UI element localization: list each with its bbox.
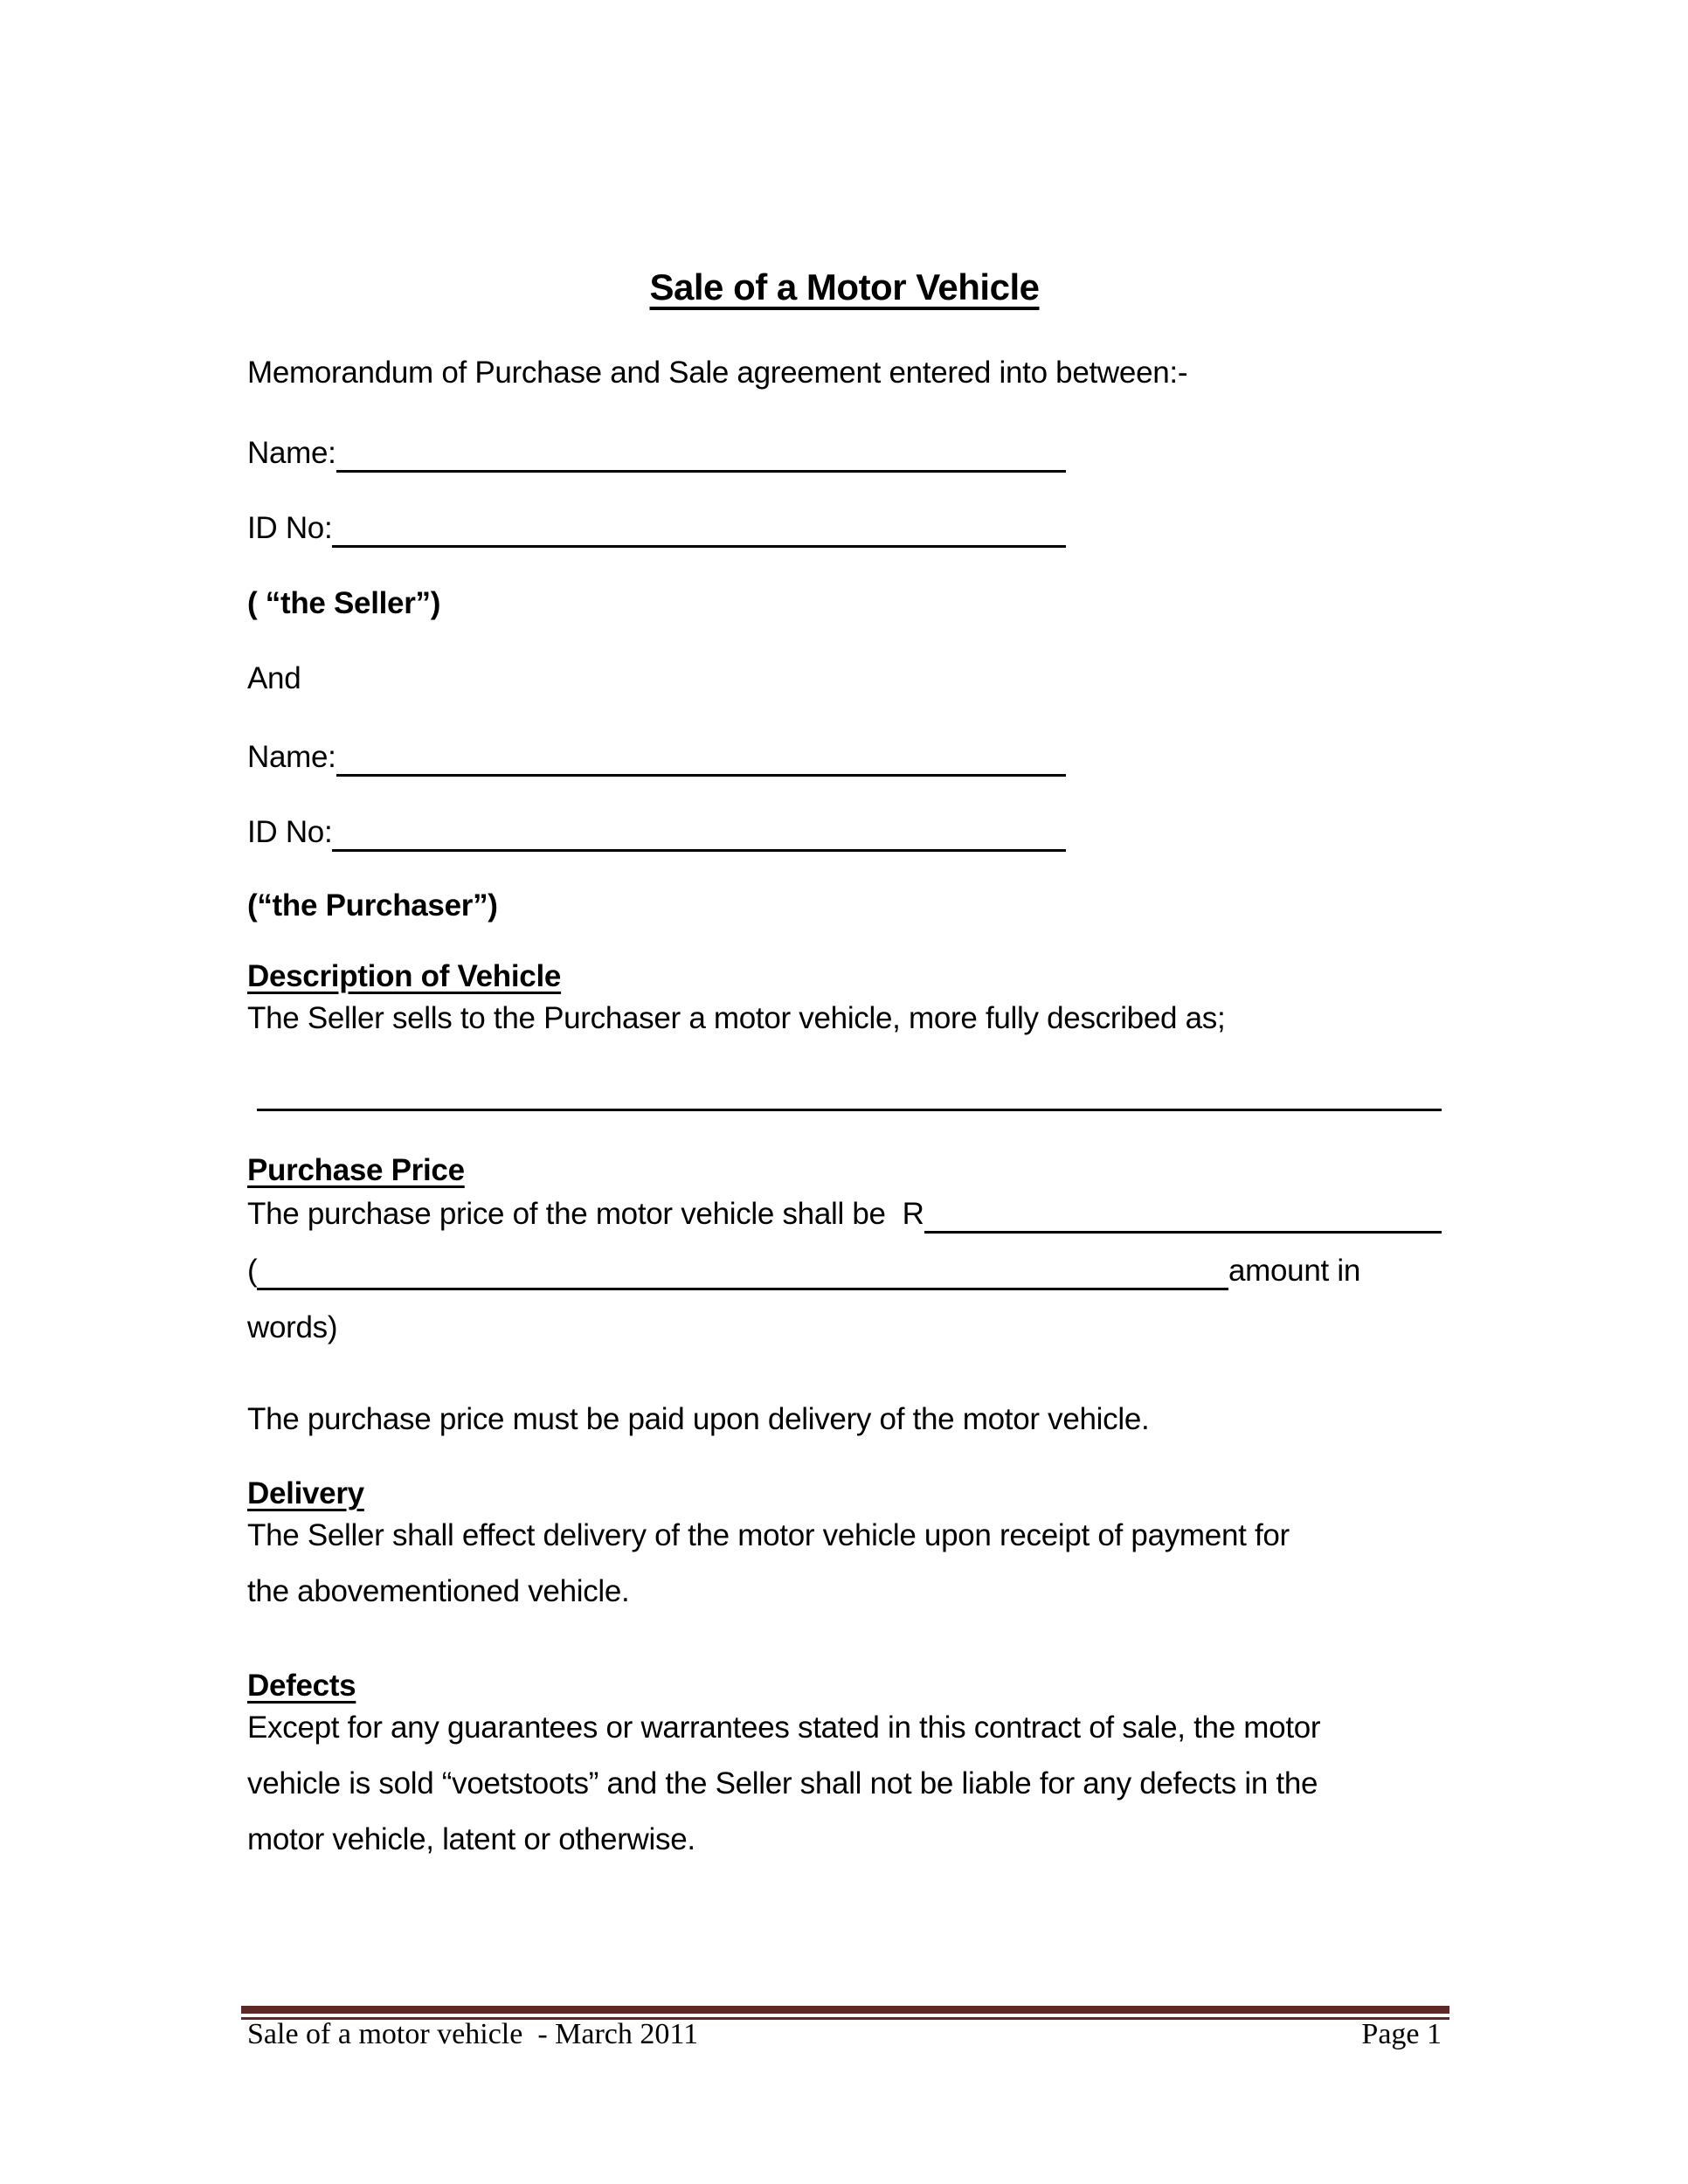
purchaser-id-row	[247, 813, 1066, 852]
amount-words-continuation: words)	[247, 1310, 338, 1344]
description-body: The Seller sells to the Purchaser a motor vehicle, more fully described as;	[247, 1001, 1226, 1035]
description-blank-line	[257, 1074, 1442, 1111]
purchaser-id-label: ID No:	[247, 815, 333, 849]
defects-line: Except for any guarantees or warrantees stated in this contract of sale, the motor	[247, 1711, 1321, 1745]
seller-name-row	[247, 434, 1066, 473]
conjunction-text: And	[247, 661, 301, 695]
footer	[247, 2016, 1442, 2053]
footer-left-text: Sale of a motor vehicle - March 2011	[247, 2018, 699, 2050]
purchase-price-heading: Purchase Price	[247, 1153, 465, 1187]
purchaser-name-row	[247, 738, 1066, 777]
defects-paragraph	[247, 1700, 1442, 1868]
purchaser-name-blank-line	[336, 739, 1066, 777]
footer-page-number: Page 1	[1361, 2018, 1442, 2050]
seller-id-label: ID No:	[247, 511, 333, 545]
payment-note: The purchase price must be paid upon delivery of the motor vehicle.	[247, 1402, 1150, 1436]
amount-open-paren: (	[247, 1254, 258, 1288]
delivery-paragraph	[247, 1508, 1442, 1620]
purchaser-designation: (“the Purchaser”)	[247, 888, 498, 923]
purchase-price-blank-line	[924, 1196, 1442, 1234]
purchase-price-row	[247, 1195, 1442, 1234]
purchase-price-text: The purchase price of the motor vehicle shall be R	[247, 1197, 924, 1231]
document-title: Sale of a Motor Vehicle	[649, 266, 1040, 308]
intro-paragraph: Memorandum of Purchase and Sale agreement entered into between:-	[247, 356, 1188, 390]
seller-name-blank-line	[336, 435, 1066, 473]
amount-suffix-text: amount in	[1228, 1254, 1360, 1288]
seller-name-label: Name:	[247, 436, 336, 470]
description-blank-row	[257, 1073, 1442, 1111]
description-heading: Description of Vehicle	[247, 959, 562, 993]
seller-id-blank-line	[332, 510, 1066, 548]
amount-in-words-row	[247, 1252, 1360, 1290]
amount-blank-line	[257, 1253, 1228, 1290]
footer-rule-thick-bar	[241, 2006, 1449, 2014]
delivery-heading: Delivery	[247, 1476, 364, 1510]
defects-line: vehicle is sold “voetstoots” and the Seller shall not be liable for any defects in the	[247, 1766, 1318, 1800]
defects-heading: Defects	[247, 1669, 356, 1703]
delivery-line: The Seller shall effect delivery of the motor vehicle upon receipt of payment for	[247, 1518, 1290, 1552]
seller-designation: ( “the Seller”)	[247, 586, 441, 620]
seller-id-row	[247, 509, 1066, 548]
purchaser-name-label: Name:	[247, 740, 336, 774]
purchaser-id-blank-line	[332, 814, 1066, 852]
delivery-line: the abovementioned vehicle.	[247, 1574, 630, 1608]
defects-line: motor vehicle, latent or otherwise.	[247, 1822, 695, 1856]
